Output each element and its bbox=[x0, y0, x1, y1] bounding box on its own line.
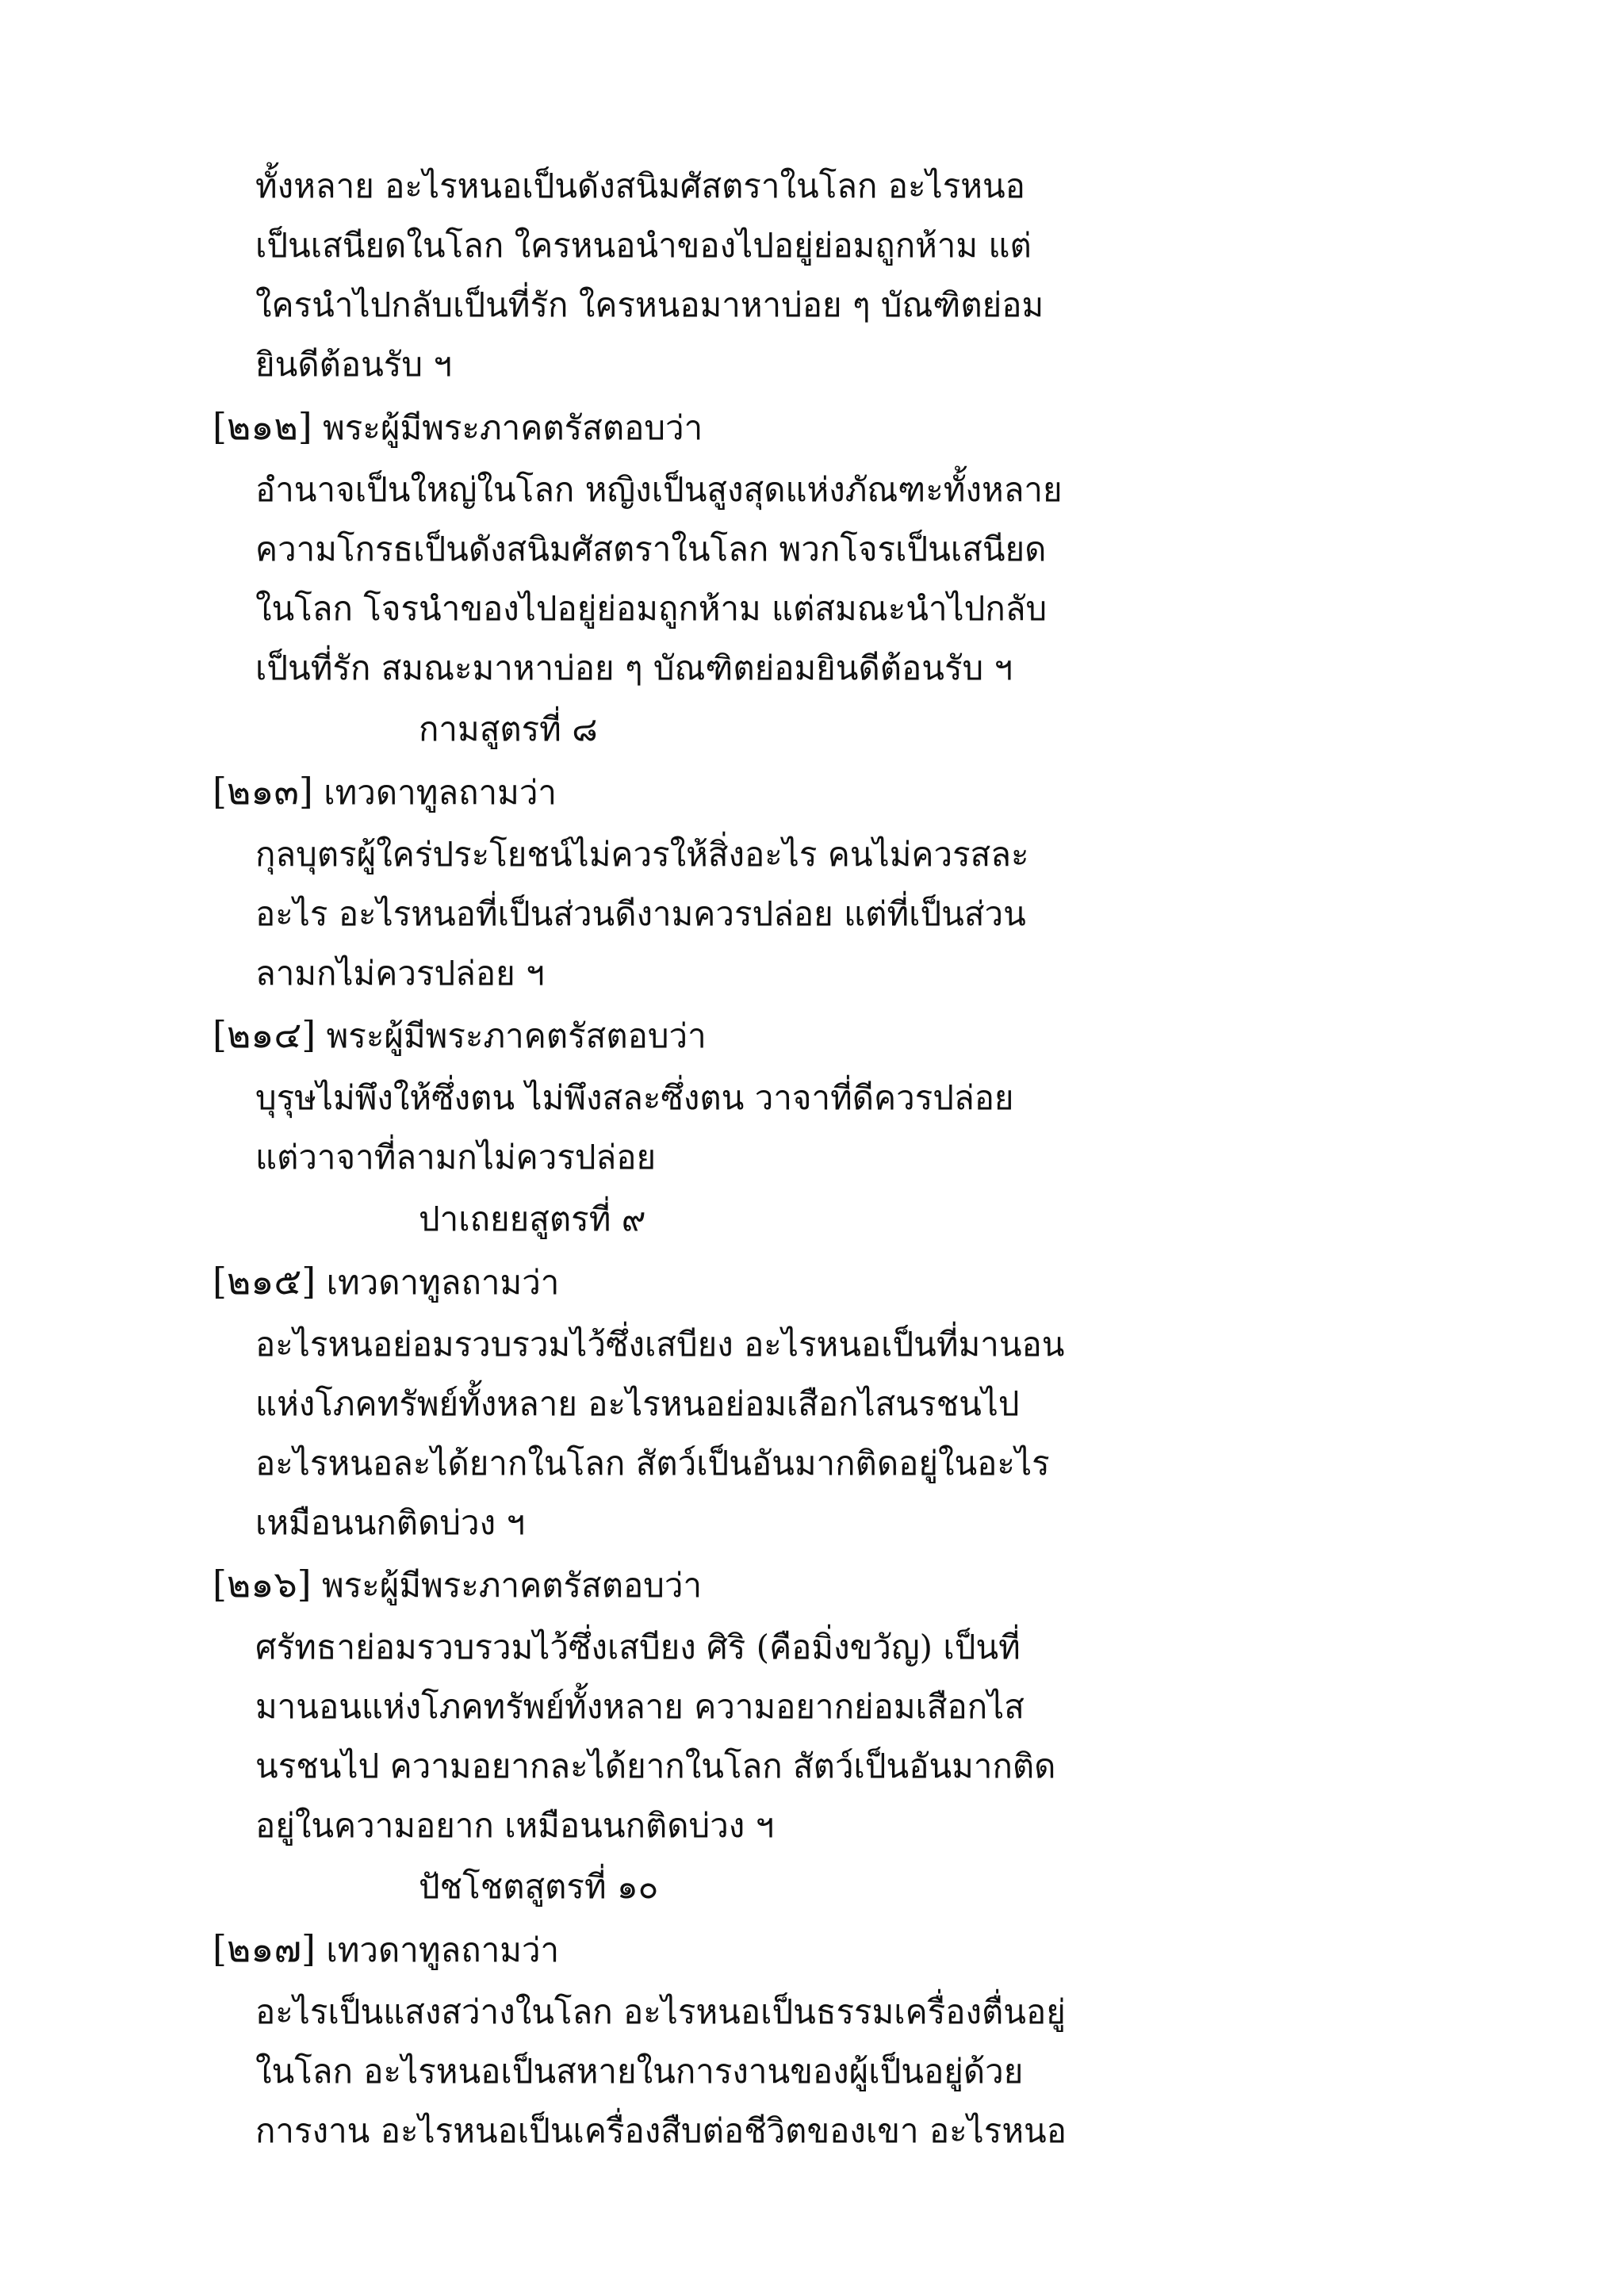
sutta-title: ปาเถยยสูตรที่ ๙ bbox=[419, 1200, 646, 1238]
verse-line: เป็นที่รัก สมณะมาหาบ่อย ๆ บัณฑิตย่อมยินดีต้อนรับ ฯ bbox=[255, 649, 1013, 687]
paragraph-heading bbox=[213, 1011, 707, 1060]
verse-line: อะไรหนอย่อมรวบรวมไว้ซึ่งเสบียง อะไรหนอเป็นที่มานอน bbox=[255, 1325, 1065, 1364]
verse-line: เป็นเสนียดในโลก ใครหนอนำของไปอยู่ย่อมถูกห้าม แต่ bbox=[255, 226, 1032, 265]
verse-line: แต่วาจาที่ลามกไม่ควรปล่อย bbox=[255, 1138, 657, 1177]
paragraph-heading bbox=[213, 403, 703, 452]
verse-line: อะไร อะไรหนอที่เป็นส่วนดีงามควรปล่อย แต่ที่เป็นส่วน bbox=[255, 894, 1026, 933]
verse-line: ในโลก อะไรหนอเป็นสหายในการงานของผู้เป็นอยู่ด้วย bbox=[255, 2052, 1024, 2091]
paragraph-text: เทวดาทูลถามว่า bbox=[316, 1263, 560, 1302]
paragraph-text: พระผู้มีพระภาคตรัสตอบว่า bbox=[316, 1016, 707, 1055]
paragraph-heading bbox=[213, 1925, 559, 1974]
sutta-title: กามสูตรที่ ๘ bbox=[419, 710, 598, 748]
verse-line: บุรุษไม่พึงให้ซึ่งตน ไม่พึงสละซึ่งตน วาจาที่ดีควรปล่อย bbox=[255, 1078, 1014, 1117]
verse-line: ใครนำไปกลับเป็นที่รัก ใครหนอมาหาบ่อย ๆ บัณฑิตย่อม bbox=[255, 285, 1044, 324]
verse-line: นรชนไป ความอยากละได้ยากในโลก สัตว์เป็นอันมากติด bbox=[255, 1747, 1056, 1785]
paragraph-text: เทวดาทูลถามว่า bbox=[312, 773, 557, 812]
paragraph-heading bbox=[213, 767, 557, 817]
paragraph-number: [๒๑๕] bbox=[213, 1260, 316, 1303]
paragraph-number: [๒๑๒] bbox=[213, 405, 312, 448]
paragraph-heading bbox=[213, 1257, 559, 1307]
sutta-title: ปัชโชตสูตรที่ ๑๐ bbox=[419, 1867, 659, 1906]
paragraph-number: [๒๑๗] bbox=[213, 1927, 316, 1970]
paragraph-text: พระผู้มีพระภาคตรัสตอบว่า bbox=[311, 1566, 703, 1605]
paragraph-text: พระผู้มีพระภาคตรัสตอบว่า bbox=[312, 408, 703, 447]
verse-line: ยินดีต้อนรับ ฯ bbox=[255, 345, 452, 384]
verse-line: ในโลก โจรนำของไปอยู่ย่อมถูกห้าม แต่สมณะนำไปกลับ bbox=[255, 589, 1048, 628]
paragraph-text: เทวดาทูลถามว่า bbox=[316, 1931, 560, 1969]
paragraph-number: [๒๑๓] bbox=[213, 770, 313, 813]
verse-line: กุลบุตรผู้ใคร่ประโยชน์ไม่ควรให้สิ่งอะไร คนไม่ควรสละ bbox=[255, 835, 1029, 874]
paragraph-number: [๒๑๖] bbox=[213, 1563, 312, 1605]
verse-line: แห่งโภคทรัพย์ทั้งหลาย อะไรหนอย่อมเสือกไสนรชนไป bbox=[255, 1384, 1020, 1423]
verse-line: การงาน อะไรหนอเป็นเครื่องสืบต่อชีวิตของเขา อะไรหนอ bbox=[255, 2111, 1067, 2150]
verse-line: มานอนแห่งโภคทรัพย์ทั้งหลาย ความอยากย่อมเสือกไส bbox=[255, 1687, 1025, 1726]
verse-line: อำนาจเป็นใหญ่ในโลก หญิงเป็นสูงสุดแห่งภัณฑะทั้งหลาย bbox=[255, 470, 1063, 509]
verse-line: ความโกรธเป็นดังสนิมศัสตราในโลก พวกโจรเป็นเสนียด bbox=[255, 530, 1047, 568]
paragraph-number: [๒๑๔] bbox=[213, 1013, 316, 1056]
verse-line: ทั้งหลาย อะไรหนอเป็นดังสนิมศัสตราในโลก อะไรหนอ bbox=[255, 166, 1025, 205]
verse-line: ลามกไม่ควรปล่อย ฯ bbox=[255, 954, 545, 993]
verse-line: เหมือนนกติดบ่วง ฯ bbox=[255, 1503, 526, 1542]
verse-line: อะไรเป็นแสงสว่างในโลก อะไรหนอเป็นธรรมเครื่องตื่นอยู่ bbox=[255, 1992, 1066, 2031]
verse-line: ศรัทธาย่อมรวบรวมไว้ซึ่งเสบียง ศิริ (คือมิ่งขวัญ) เป็นที่ bbox=[255, 1628, 1021, 1667]
paragraph-heading bbox=[213, 1560, 702, 1609]
verse-line: อะไรหนอละได้ยากในโลก สัตว์เป็นอันมากติดอยู่ในอะไร bbox=[255, 1444, 1050, 1483]
verse-line: อยู่ในความอยาก เหมือนนกติดบ่วง ฯ bbox=[255, 1806, 775, 1845]
